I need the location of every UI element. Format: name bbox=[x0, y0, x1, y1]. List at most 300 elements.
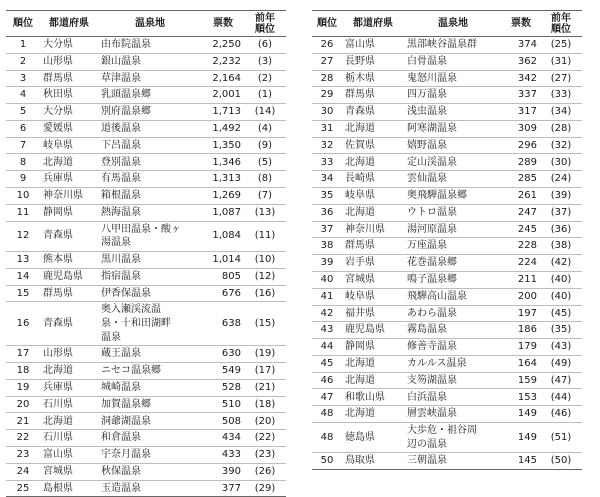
onsen-name-cell bbox=[98, 430, 202, 447]
prev-rank-cell: (21) bbox=[244, 379, 286, 396]
onsen-name-cell bbox=[404, 221, 502, 238]
onsen-name-line: 湯河原温泉 bbox=[407, 223, 457, 235]
onsen-name-cell bbox=[404, 389, 502, 406]
onsen-name-cell bbox=[98, 413, 202, 430]
prev-rank-cell: (10) bbox=[244, 251, 286, 268]
header-prev-line1: 前年 bbox=[255, 12, 275, 24]
header-votes: 票数 bbox=[202, 11, 244, 37]
votes-cell: 1,346 bbox=[202, 154, 244, 171]
votes-cell: 164 bbox=[502, 355, 540, 372]
table-row bbox=[312, 389, 582, 406]
votes-cell: 362 bbox=[502, 53, 540, 70]
onsen-name-line: 嬉野温泉 bbox=[407, 139, 447, 151]
onsen-name-line: 大歩危・祖谷周 bbox=[407, 425, 477, 437]
header-onsen: 温泉地 bbox=[404, 11, 502, 37]
votes-cell: 200 bbox=[502, 288, 540, 305]
table-row bbox=[6, 302, 286, 346]
prefecture-cell: 岩手県 bbox=[342, 255, 404, 272]
onsen-name-cell bbox=[404, 238, 502, 255]
votes-cell: 676 bbox=[202, 285, 244, 302]
onsen-name-cell bbox=[98, 285, 202, 302]
table-row bbox=[312, 120, 582, 137]
rank-cell: 4 bbox=[6, 87, 40, 104]
rank-cell: 30 bbox=[312, 104, 342, 121]
table-row bbox=[6, 53, 286, 70]
prev-rank-cell: (33) bbox=[540, 87, 582, 104]
onsen-name-line: 四万温泉 bbox=[407, 89, 447, 101]
rank-cell: 44 bbox=[312, 339, 342, 356]
prev-rank-cell: (2) bbox=[244, 70, 286, 87]
prefecture-cell: 神奈川県 bbox=[342, 221, 404, 238]
prefecture-cell: 北海道 bbox=[342, 372, 404, 389]
table-row bbox=[312, 53, 582, 70]
votes-cell: 2,164 bbox=[202, 70, 244, 87]
prefecture-cell: 北海道 bbox=[40, 413, 98, 430]
prev-rank-cell: (40) bbox=[540, 271, 582, 288]
votes-cell: 159 bbox=[502, 372, 540, 389]
rank-cell: 34 bbox=[312, 171, 342, 188]
prev-rank-cell: (36) bbox=[540, 221, 582, 238]
onsen-name-line: 指宿温泉 bbox=[101, 270, 141, 282]
prev-rank-cell: (38) bbox=[540, 238, 582, 255]
rank-cell: 10 bbox=[6, 188, 40, 205]
prefecture-cell: 富山県 bbox=[342, 37, 404, 54]
prefecture-cell: 北海道 bbox=[40, 154, 98, 171]
prev-rank-cell: (4) bbox=[244, 120, 286, 137]
onsen-name-cell bbox=[98, 37, 202, 54]
prev-rank-cell: (17) bbox=[244, 363, 286, 380]
onsen-name-cell bbox=[404, 188, 502, 205]
prev-rank-cell: (32) bbox=[540, 137, 582, 154]
rank-cell: 18 bbox=[6, 363, 40, 380]
rank-cell: 46 bbox=[312, 372, 342, 389]
prefecture-cell: 岐阜県 bbox=[342, 188, 404, 205]
votes-cell: 377 bbox=[202, 480, 244, 497]
table-row bbox=[312, 422, 582, 452]
prev-rank-cell: (27) bbox=[540, 70, 582, 87]
prefecture-cell: 北海道 bbox=[342, 406, 404, 423]
onsen-name-cell bbox=[404, 339, 502, 356]
onsen-name-line: 奥入瀬渓流温 bbox=[101, 304, 161, 316]
onsen-name-cell bbox=[98, 396, 202, 413]
prefecture-cell: 石川県 bbox=[40, 396, 98, 413]
onsen-name-cell bbox=[404, 372, 502, 389]
onsen-name-line: 登別温泉 bbox=[101, 156, 141, 168]
prefecture-cell: 熊本県 bbox=[40, 251, 98, 268]
onsen-name-cell bbox=[404, 120, 502, 137]
onsen-name-cell bbox=[98, 171, 202, 188]
onsen-name-cell bbox=[98, 104, 202, 121]
rank-cell: 31 bbox=[312, 120, 342, 137]
prefecture-cell: 青森県 bbox=[342, 104, 404, 121]
table-row bbox=[6, 70, 286, 87]
onsen-name-line: 阿寒湖温泉 bbox=[407, 123, 457, 134]
votes-cell: 1,350 bbox=[202, 137, 244, 154]
table-row bbox=[312, 372, 582, 389]
onsen-name-line: 草津温泉 bbox=[101, 72, 141, 84]
prefecture-cell: 長崎県 bbox=[342, 171, 404, 188]
votes-cell: 1,269 bbox=[202, 188, 244, 205]
onsen-name-cell bbox=[404, 204, 502, 221]
votes-cell: 434 bbox=[202, 430, 244, 447]
rank-cell: 20 bbox=[6, 396, 40, 413]
onsen-name-line: 定山渓温泉 bbox=[407, 156, 457, 168]
prefecture-cell: 和歌山県 bbox=[342, 389, 404, 406]
rank-cell: 48 bbox=[312, 406, 342, 423]
prefecture-cell: 兵庫県 bbox=[40, 379, 98, 396]
prefecture-cell: 鳥取県 bbox=[342, 453, 404, 470]
table-row bbox=[312, 188, 582, 205]
onsen-name-line: 加賀温泉郷 bbox=[101, 398, 151, 410]
votes-cell: 309 bbox=[502, 120, 540, 137]
rank-cell: 23 bbox=[6, 446, 40, 463]
header-votes: 票数 bbox=[502, 11, 540, 37]
table-row bbox=[6, 87, 286, 104]
prefecture-cell: 鹿児島県 bbox=[342, 322, 404, 339]
votes-cell: 153 bbox=[502, 389, 540, 406]
table-row bbox=[6, 137, 286, 154]
onsen-name-line: 洞爺湖温泉 bbox=[101, 415, 151, 427]
table-row bbox=[312, 238, 582, 255]
onsen-name-cell bbox=[404, 37, 502, 54]
rank-cell: 33 bbox=[312, 154, 342, 171]
rank-cell: 43 bbox=[312, 322, 342, 339]
onsen-name-cell bbox=[98, 204, 202, 221]
onsen-name-line: 奥飛騨温泉郷 bbox=[407, 190, 467, 202]
prev-rank-cell: (19) bbox=[244, 346, 286, 363]
table-row bbox=[6, 268, 286, 285]
onsen-name-cell bbox=[404, 87, 502, 104]
onsen-name-cell bbox=[404, 70, 502, 87]
table-row bbox=[312, 255, 582, 272]
onsen-name-cell bbox=[404, 305, 502, 322]
votes-cell: 245 bbox=[502, 221, 540, 238]
prefecture-cell: 徳島県 bbox=[342, 422, 404, 452]
prev-rank-cell: (1) bbox=[244, 87, 286, 104]
prev-rank-cell: (29) bbox=[244, 480, 286, 497]
prefecture-cell: 北海道 bbox=[40, 363, 98, 380]
table-row bbox=[6, 120, 286, 137]
rank-cell: 9 bbox=[6, 171, 40, 188]
prev-rank-cell: (40) bbox=[540, 288, 582, 305]
prev-rank-cell: (39) bbox=[540, 188, 582, 205]
table-row bbox=[312, 339, 582, 356]
onsen-name-line: 湯温泉 bbox=[101, 237, 131, 249]
prev-rank-cell: (7) bbox=[244, 188, 286, 205]
prefecture-cell: 群馬県 bbox=[342, 87, 404, 104]
prefecture-cell: 福井県 bbox=[342, 305, 404, 322]
prev-rank-cell: (12) bbox=[244, 268, 286, 285]
prefecture-cell: 石川県 bbox=[40, 430, 98, 447]
votes-cell: 179 bbox=[502, 339, 540, 356]
prev-rank-cell: (16) bbox=[244, 285, 286, 302]
table-row bbox=[6, 104, 286, 121]
rank-cell: 38 bbox=[312, 238, 342, 255]
onsen-name-cell bbox=[98, 446, 202, 463]
votes-cell: 224 bbox=[502, 255, 540, 272]
onsen-name-line: あわら温泉 bbox=[407, 307, 457, 319]
votes-cell: 638 bbox=[202, 302, 244, 346]
table-row bbox=[312, 221, 582, 238]
prefecture-cell: 山形県 bbox=[40, 346, 98, 363]
votes-cell: 805 bbox=[202, 268, 244, 285]
prev-rank-cell: (37) bbox=[540, 204, 582, 221]
onsen-name-line: 雲仙温泉 bbox=[407, 173, 447, 185]
table-row bbox=[312, 406, 582, 423]
prev-rank-cell: (50) bbox=[540, 453, 582, 470]
table-row bbox=[312, 288, 582, 305]
prev-rank-cell: (26) bbox=[244, 463, 286, 480]
votes-cell: 211 bbox=[502, 271, 540, 288]
onsen-name-cell bbox=[98, 87, 202, 104]
onsen-name-line: 秋保温泉 bbox=[101, 465, 141, 477]
table-row bbox=[312, 104, 582, 121]
onsen-name-cell bbox=[404, 453, 502, 470]
onsen-name-line: ニセコ温泉郷 bbox=[101, 365, 161, 377]
onsen-name-cell bbox=[404, 322, 502, 339]
rank-cell: 3 bbox=[6, 70, 40, 87]
table-row bbox=[6, 171, 286, 188]
prev-rank-cell: (6) bbox=[244, 37, 286, 54]
header-onsen: 温泉地 bbox=[98, 11, 202, 37]
votes-cell: 390 bbox=[202, 463, 244, 480]
header-prev-line2: 順位 bbox=[255, 23, 275, 35]
votes-cell: 433 bbox=[202, 446, 244, 463]
prev-rank-cell: (35) bbox=[540, 322, 582, 339]
prev-rank-cell: (11) bbox=[244, 221, 286, 251]
table-row bbox=[312, 37, 582, 54]
rank-cell: 45 bbox=[312, 355, 342, 372]
prefecture-cell: 北海道 bbox=[342, 355, 404, 372]
prefecture-cell: 秋田県 bbox=[40, 87, 98, 104]
rank-cell: 21 bbox=[6, 413, 40, 430]
onsen-name-cell bbox=[98, 346, 202, 363]
prefecture-cell: 大分県 bbox=[40, 37, 98, 54]
votes-cell: 528 bbox=[202, 379, 244, 396]
header-prefecture: 都道府県 bbox=[40, 11, 98, 37]
ranking-table-right bbox=[312, 10, 582, 470]
rank-cell: 2 bbox=[6, 53, 40, 70]
header-prev-line2: 順位 bbox=[551, 23, 571, 35]
onsen-name-line: 黒部峡谷温泉群 bbox=[407, 39, 477, 51]
onsen-name-line: 玉造温泉 bbox=[101, 482, 141, 494]
prefecture-cell: 青森県 bbox=[40, 221, 98, 251]
rank-cell: 15 bbox=[6, 285, 40, 302]
onsen-name-line: 万座温泉 bbox=[407, 240, 447, 252]
prev-rank-cell: (24) bbox=[540, 171, 582, 188]
prev-rank-cell: (45) bbox=[540, 305, 582, 322]
prefecture-cell: 宮城県 bbox=[342, 271, 404, 288]
rank-cell: 22 bbox=[6, 430, 40, 447]
prefecture-cell: 佐賀県 bbox=[342, 137, 404, 154]
prefecture-cell: 静岡県 bbox=[342, 339, 404, 356]
table-row bbox=[6, 37, 286, 54]
onsen-name-line: 道後温泉 bbox=[101, 123, 141, 134]
onsen-name-line: 鬼怒川温泉 bbox=[407, 72, 457, 84]
onsen-name-line: 浅虫温泉 bbox=[407, 106, 447, 118]
onsen-name-line: カルルス温泉 bbox=[407, 357, 467, 369]
rank-cell: 19 bbox=[6, 379, 40, 396]
prev-rank-cell: (18) bbox=[244, 396, 286, 413]
onsen-name-line: 由布院温泉 bbox=[101, 39, 151, 51]
prev-rank-cell: (28) bbox=[540, 120, 582, 137]
prev-rank-cell: (47) bbox=[540, 372, 582, 389]
prev-rank-cell: (14) bbox=[244, 104, 286, 121]
onsen-name-cell bbox=[404, 406, 502, 423]
table-row bbox=[6, 430, 286, 447]
onsen-name-cell bbox=[98, 221, 202, 251]
prefecture-cell: 群馬県 bbox=[40, 285, 98, 302]
prev-rank-cell: (43) bbox=[540, 339, 582, 356]
onsen-name-line: 黒川温泉 bbox=[101, 254, 141, 266]
rank-cell: 5 bbox=[6, 104, 40, 121]
table-row bbox=[312, 355, 582, 372]
prefecture-cell: 北海道 bbox=[342, 154, 404, 171]
table-row bbox=[312, 70, 582, 87]
header-rank: 順位 bbox=[6, 11, 40, 37]
table-row bbox=[6, 463, 286, 480]
onsen-name-line: 白骨温泉 bbox=[407, 55, 447, 67]
onsen-name-cell bbox=[98, 137, 202, 154]
onsen-name-line: 下呂温泉 bbox=[101, 139, 141, 151]
votes-cell: 2,250 bbox=[202, 37, 244, 54]
onsen-name-line: 飛騨高山温泉 bbox=[407, 290, 467, 302]
table-row bbox=[6, 396, 286, 413]
onsen-name-cell bbox=[98, 188, 202, 205]
votes-cell: 1,313 bbox=[202, 171, 244, 188]
onsen-name-line: 和倉温泉 bbox=[101, 432, 141, 444]
rank-cell: 27 bbox=[312, 53, 342, 70]
rank-cell: 28 bbox=[312, 70, 342, 87]
votes-cell: 317 bbox=[502, 104, 540, 121]
votes-cell: 1,014 bbox=[202, 251, 244, 268]
rank-cell: 8 bbox=[6, 154, 40, 171]
votes-cell: 2,001 bbox=[202, 87, 244, 104]
onsen-name-line: ウトロ温泉 bbox=[407, 206, 457, 218]
onsen-name-line: 三朝温泉 bbox=[407, 455, 447, 467]
votes-cell: 145 bbox=[502, 453, 540, 470]
onsen-name-line: 泉・十和田湖畔 bbox=[101, 318, 171, 329]
prev-rank-cell: (9) bbox=[244, 137, 286, 154]
table-row bbox=[312, 171, 582, 188]
header-prev-rank bbox=[244, 11, 286, 37]
rank-cell: 7 bbox=[6, 137, 40, 154]
votes-cell: 337 bbox=[502, 87, 540, 104]
onsen-name-cell bbox=[404, 154, 502, 171]
prev-rank-cell: (34) bbox=[540, 104, 582, 121]
prev-rank-cell: (51) bbox=[540, 422, 582, 452]
votes-cell: 508 bbox=[202, 413, 244, 430]
rank-cell: 1 bbox=[6, 37, 40, 54]
rank-cell: 41 bbox=[312, 288, 342, 305]
rank-cell: 36 bbox=[312, 204, 342, 221]
prefecture-cell: 愛媛県 bbox=[40, 120, 98, 137]
ranking-table-left bbox=[6, 10, 286, 497]
votes-cell: 2,232 bbox=[202, 53, 244, 70]
onsen-name-line: 支笏湖温泉 bbox=[407, 374, 457, 386]
prefecture-cell: 鹿児島県 bbox=[40, 268, 98, 285]
table-row bbox=[312, 305, 582, 322]
prev-rank-cell: (15) bbox=[244, 302, 286, 346]
prev-rank-cell: (44) bbox=[540, 389, 582, 406]
rank-cell: 11 bbox=[6, 204, 40, 221]
prefecture-cell: 岐阜県 bbox=[342, 288, 404, 305]
prefecture-cell: 群馬県 bbox=[40, 70, 98, 87]
onsen-name-cell bbox=[98, 251, 202, 268]
rank-cell: 24 bbox=[6, 463, 40, 480]
onsen-name-cell bbox=[404, 422, 502, 452]
onsen-name-cell bbox=[404, 288, 502, 305]
prev-rank-cell: (20) bbox=[244, 413, 286, 430]
onsen-name-line: 伊香保温泉 bbox=[101, 287, 151, 299]
onsen-name-line: 鳴子温泉郷 bbox=[407, 274, 457, 286]
onsen-name-line: 乳頭温泉郷 bbox=[101, 89, 151, 101]
table-row bbox=[312, 137, 582, 154]
onsen-name-line: 城崎温泉 bbox=[101, 381, 141, 393]
prefecture-cell: 宮城県 bbox=[40, 463, 98, 480]
prev-rank-cell: (3) bbox=[244, 53, 286, 70]
prefecture-cell: 神奈川県 bbox=[40, 188, 98, 205]
rank-cell: 48 bbox=[312, 422, 342, 452]
onsen-name-line: 辺の温泉 bbox=[407, 438, 447, 450]
votes-cell: 247 bbox=[502, 204, 540, 221]
onsen-name-line: 別府温泉郷 bbox=[101, 106, 151, 118]
votes-cell: 549 bbox=[202, 363, 244, 380]
prefecture-cell: 長野県 bbox=[342, 53, 404, 70]
prev-rank-cell: (49) bbox=[540, 355, 582, 372]
header-prev-rank bbox=[540, 11, 582, 37]
onsen-name-cell bbox=[98, 302, 202, 346]
onsen-name-line: 八甲田温泉・酸ヶ bbox=[101, 223, 181, 235]
table-row bbox=[6, 346, 286, 363]
onsen-name-line: 修善寺温泉 bbox=[407, 341, 457, 353]
rank-cell: 12 bbox=[6, 221, 40, 251]
onsen-name-line: 霧島温泉 bbox=[407, 324, 447, 336]
prev-rank-cell: (31) bbox=[540, 53, 582, 70]
votes-cell: 149 bbox=[502, 406, 540, 423]
table-header-row bbox=[312, 11, 582, 37]
rank-cell: 39 bbox=[312, 255, 342, 272]
votes-cell: 285 bbox=[502, 171, 540, 188]
prefecture-cell: 大分県 bbox=[40, 104, 98, 121]
rank-cell: 40 bbox=[312, 271, 342, 288]
onsen-name-cell bbox=[98, 70, 202, 87]
table-row bbox=[6, 204, 286, 221]
onsen-name-line: 有馬温泉 bbox=[101, 173, 141, 185]
onsen-name-line: 白浜温泉 bbox=[407, 391, 447, 403]
rank-cell: 6 bbox=[6, 120, 40, 137]
table-header-row bbox=[6, 11, 286, 37]
onsen-name-cell bbox=[98, 379, 202, 396]
prev-rank-cell: (8) bbox=[244, 171, 286, 188]
prefecture-cell: 岐阜県 bbox=[40, 137, 98, 154]
rank-cell: 29 bbox=[312, 87, 342, 104]
table-row bbox=[312, 453, 582, 470]
table-row bbox=[312, 154, 582, 171]
header-prefecture: 都道府県 bbox=[342, 11, 404, 37]
prefecture-cell: 青森県 bbox=[40, 302, 98, 346]
prev-rank-cell: (13) bbox=[244, 204, 286, 221]
rank-cell: 14 bbox=[6, 268, 40, 285]
header-prev-line1: 前年 bbox=[551, 12, 571, 24]
rank-cell: 26 bbox=[312, 37, 342, 54]
prefecture-cell: 静岡県 bbox=[40, 204, 98, 221]
onsen-name-cell bbox=[98, 463, 202, 480]
rank-cell: 16 bbox=[6, 302, 40, 346]
onsen-name-cell bbox=[404, 355, 502, 372]
rank-cell: 37 bbox=[312, 221, 342, 238]
prev-rank-cell: (5) bbox=[244, 154, 286, 171]
